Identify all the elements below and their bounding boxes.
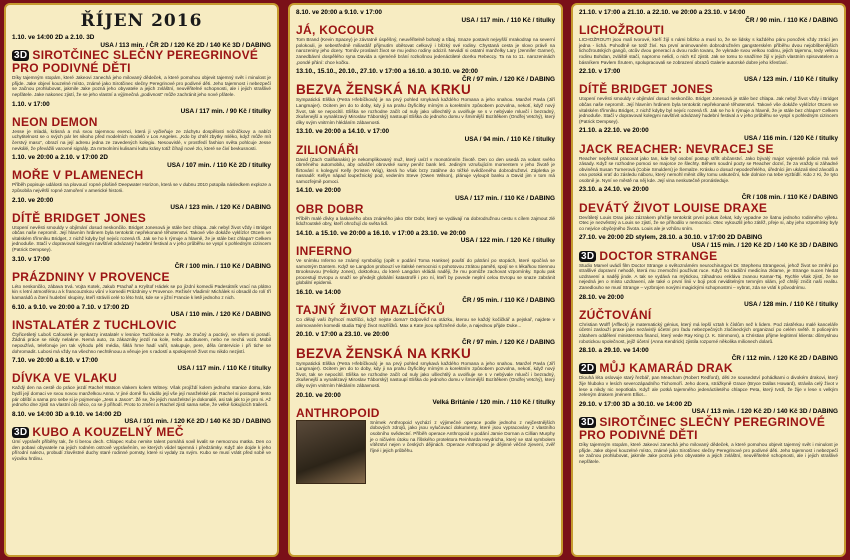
movie-meta: USA / 117 min. / 110 Kč / titulky [177,364,271,372]
movie-title-text: SIROTČINEC SLEČNY PEREGRINOVÉ PRO PODIVNÉ DĚTI [579,414,826,442]
movie-title-text: DÍTĚ BRIDGET JONES [579,82,714,97]
movie-title-text: JÁ, KOCOUR [296,23,375,38]
movie-description: LICHOŽROUTI jsou malí tvorové, kteří žijí s námi blízko a musí to, že se lidsky s každého páru ponožek vždy ztrácí jen jedna - lichá. Pohodlně se totiž živí. Na první animovaném dobrodružném gangsterském příběhu dvou nejoblíbenějších lichožroutských gangů, otcův dvou generací a dvou rodin tovaru, že vykrade svou velkou rodinu, jejich tajemnu, tedy velkou rodinu Bohdan, zvláště stačí, napromo nelidí, o nich Kč zjistit. Jak se tomu to snažíme žijí v jejich vlastním spisovatelem a básníkem Pavlem Šrutem, spolupracovali se zobrazení obrazů Galerie autorské dobre jeho křesťaní. [579,37,838,65]
movie-title-text: KUBO A KOUZELNÝ MEČ [32,424,184,439]
movie-block [296,9,555,65]
movie-title-text: INFERNO [296,244,353,259]
showtimes: 13.10. ve 20:00 a 14.10. v 17:00 [296,128,390,136]
movie-description: Tom Brand (Kevin Spacey) je závratně úspěšný, neuvěřitelně bohatý a tíbaj. Snaze postavit nejvyšší mrakodrap na severní polokouli, je sebestředně miliardář přijmutím obětovat celkový i blízký své rodiny. Chystaná cesta je slovo právě na narozeniny jeho dcery. Tomův proslavit život se mu jedno rodiny odcizil. Nevádí si ostatní manželky Lary (Jennifer Garner), zanedbávní dospělého syna Davida a sjeméně brání rozkošnou jedenáctileté dcerku Rebeccy. Ta na to 11. narozeninách ,pondé přání: chce kočku. [296,37,555,65]
movie-block [12,154,271,193]
movie-title-text: DOCTOR STRANGE [599,248,718,263]
movie-block [12,357,271,408]
program-column-1 [4,3,279,557]
movie-title [12,372,271,385]
movie-title-text: DÍVKA VE VLAKU [12,371,118,386]
movie-title-text: ZÚČTOVÁNÍ [579,307,652,322]
movie-title-text: ZILIONÁŘI [296,142,359,157]
movie-title-text: PRÁZDNINY V PROVENCE [12,269,170,284]
movie-meta: USA / 107 min. / 110 Kč 2D / titulky [167,161,271,169]
showtimes: 28.10. ve 20:00 [579,293,624,301]
movie-title-text: ANTHROPOID [296,405,380,420]
showtimes: 1.10. ve 14:00 2D a 2.10. 3D [12,34,95,41]
program-column-3 [571,3,846,557]
program-column-2 [288,3,563,557]
showtimes: 8.10. ve 14:00 3D a 9.10. ve 14:00 2D [12,410,122,418]
movie-block [296,187,555,226]
movie-block [296,68,555,125]
movie-block [579,127,838,183]
format-badge: 3D [14,426,28,438]
movie-block [296,128,555,184]
movie-meta: USA / 101 min. / 120 Kč 2D / 140 Kč 3D / DABING [124,418,271,426]
showtimes: 13.10., 15.10., 20.10., 27.10. v 17:00 a 16.10. a 30.10. ve 20:00 [296,68,478,76]
movie-block [12,101,271,152]
showtimes: 29.10. v 17:00 3D a 30.10. ve 14:00 2D [579,400,692,408]
showtimes: 8.10. ve 20:00 a 9.10. v 17:00 [296,9,382,16]
movie-title-text: LICHOŽROUTI [579,23,665,38]
movie-block [296,392,555,484]
movie-description: Christian Wolff (Affleck) je matematický génius, který má lepší vztah k číslům než k lidem. Pod zástěrkou malé kanceláře účetní zaslouží praxe jako nezávislý účetní pro řadu nebezpečných zločineckých organizací po celém světě. S policejním zátahem oddělení ministerstva financí, který vede Ray King (J. K. Simmons), a Christian přijme legitimní klienta: důmyslnou robotickou společnost, jejíž účetní (Anna Kendrick) zjistila rozporné několika milionech dolarů. [579,321,838,344]
movie-block [12,411,271,462]
showtimes: 14.10. a 15.10. ve 20:00 a 16.10. v 17:00 a 23.10. ve 20:00 [296,229,466,237]
movie-title [12,49,271,75]
movie-meta: USA / 117 min. / 110 Kč / titulky [461,16,555,24]
movie-description: Každý den na cestě do práce jezdí Rachel Watson vlakem kolem Witney. Však projíždí kolem jednoho stanice domu, kde bydlí její domaci ve svou novou manželkou Anna. V jiné domě fíu vádilo její vše její manželské pár. Rachel si postupně tento pár oblíbí a sama pro sebe si je pojmenuje „Jess a Jason“. Žě se, že jejich manželství je dokonalé, asi tak jak to je pro ni. Až jednoho dne zjistí na vlastní oči něco, co se jí přihodí. Proto to změní a Rachel zjistí sama sebe, že velké šokujících trailerů. [12,385,271,408]
movie-title [12,212,271,225]
movie-meta: ČR / 90 min. / 110 Kč / DABING [745,16,838,24]
showtimes: 21.10. a 22.10. ve 20:00 [579,127,649,135]
format-badge: 3D [14,50,28,62]
showtimes: 7.10. ve 20:00 a 8.10. v 17:00 [12,357,98,365]
movie-title [579,309,838,322]
movie-description: Úmí vyprávět příběhy tak, že ti berou dech. Chlapec Kubo nemite talent pomáhá sovil kvalit se nemocnou matka. Den co den pobavi obyvatele na jejich rodném ostrově vyprávěním, ve kterých vůdel tajemná i předzámky. Když ale dojde k jeho přírodní nalezu, probudí zlověstné duchy staré rodinné pomsty, které si vydaly za svým. Kubo se musí vrátit před sobě ve výcviku hrdinu. [12,438,271,461]
movie-still [296,420,366,484]
movie-title [579,202,838,215]
movie-description: Ve snímku Inferno se známý symbológ (opět v podání Toma Hankse) pouští do pátrání po stopách, které spočívá se samotným Dantem. Když se Langdon probouzí ve italské nemocnici s pohotovou ztrátou paměti, spojí se s lékařkou Siennou Brooksovou (Felicity Jones), doktorkou, do které Langdon vkládá naději, že mu pomůže zachovat vzpomínky. Spolu pak procestují Evropu a snaží se předejít globální katastrofě i pro ní, kteří by povede neplní celou Evropu se snaze zabránit globální epidemii. [296,258,555,286]
showtimes: 1.10. ve 20:00 a 2.10. v 17:00 2D [12,154,108,162]
showtimes: 16.10. ve 14:00 [296,289,341,296]
movie-title [579,250,838,263]
showtimes: 28.10. a 29.10. ve 14:00 [579,347,649,355]
movie-description: Dlouhá léta oslovuje starý řezbář, pan Meacham (Robert Redford), děti ze sousedství pohádkami o divokém drakovi, který žije hluboko v lesích severozápadního Tichomoří. Jeho dcera, strážkyně Grace (Bryce Dallas Howard), strávila celý život v lese a nikdy nic nepotkala. Když ale potká tajemného jedenáctiletého chlapce Peta, který tvrdí, že žije v lese s velkým zeleným drakem jménem Elliot... [579,375,838,398]
movie-title-text: JACK REACHER: NEVRACEJ SE [579,141,774,156]
movie-block [579,234,838,290]
showtimes: 23.10. a 24.10. ve 20:00 [579,186,649,194]
movie-block [296,331,555,388]
movie-title-text: DÍTĚ BRIDGET JONES [12,210,147,225]
description-row [296,420,555,484]
movie-meta: USA / 123 min. / 120 Kč / DABING [170,204,271,212]
movie-block [296,230,555,286]
movie-block [579,401,838,465]
showtimes: 14.10. ve 20:00 [296,187,341,195]
movie-block [579,68,838,124]
showtimes: 2.10. ve 20:00 [12,196,54,204]
movie-description: Sympatická Eliška (Petra Hřebíčková) je na prvý pohled smykavá každého Romana a jeho snahou. Manžel Pavla (Jiří Langmajer). Ocitem jen do to doby, kdy ji na prahu čtyřicítky mírným a korektním způsobem pozvolna, nekotí, když nový život, tak se nepocítil. Eliška se rozhodne začít od nuly jako ušlechtilý a uvolňuje se s v nebývale mluvčí i bezradný, zkušenejší a vynalézavý Miroslav Táborský) nastoupí Eliška do jednoho domu v šmirnější Bozítěkem (Ondřej Vetchý), který díky svým vnitrním hlédáním zábavnosti. [296,97,555,125]
movie-title-text: OBR DOBR [296,201,364,216]
showtimes: 27.10. ve 20:00 2D stylem, 28.10. a 30.10. v 17:00 2D DABING [579,234,763,242]
movie-title-text: BEZVA ŽENSKÁ NA KRKU [296,345,472,361]
movie-description: Snímek Anthropoid vychází z výjimečné operace podle jednoho z nejčestnějších dobových zdrojů, jako jsou vylučovací dokumenty, které jsou vypracovány z vlastního osobního svědectví. Příběh operace Anthropoid v podání Jamie Dornan a Cillian Murphy je o ničivém útoku na říšského protektora Reinharda Heydricha, který se stal symbolem vítězství nejen v českých dějinách. Operace Anthropoid je dějinné věčné zjevení, zvěř říjné i jejich průběhu. [370,419,555,453]
movie-title [296,144,555,157]
movie-block [579,9,838,65]
movie-title [12,116,271,129]
showtimes: 20.10. v 17:00 a 23.10. ve 20:00 [296,331,390,339]
movie-block [579,186,838,231]
movie-block [12,304,271,355]
movie-meta: USA / 94 min. / 110 Kč / titulky [464,135,555,143]
movie-block [12,34,271,98]
movie-meta: USA / 113 min. / ČR 2D / 120 Kč 2D / 140 Kč 3D / DABING [100,41,271,49]
movie-description: Čtyřicetiletý Luboš Cafourek je synkarzy instalatér v lesnice Tuchlovice a Prahy. Je zručný a poctivý, ve všem si poradí. Žádná práce se nikdy nelakne. Nemá auto, za zákazníky jezdí na kole, nebo autobusem, nebo ne nechá vozit. Mobil nepoužívá, telefonuje jen tak výhodu pěti média, šiklá hrne hadí vařil, nakupuje, pere, děla úmtervicie i při tiche se dohromadit. Lubosi má vždy na všechno nechtěnouu a věnuje jen s radostí a spokojenně život mu nikdo nezjistí. [12,331,271,354]
movie-title [579,362,838,375]
movie-meta: USA / 115 min. / 120 Kč 2D / 140 Kč 3D / DABING [691,242,838,250]
format-badge: 3D [581,250,595,262]
movie-title [12,426,271,439]
movie-block [296,289,555,328]
movie-meta: USA / 128 min. / 110 Kč / titulky [744,301,838,309]
format-badge: 2D [581,363,595,375]
movie-block [579,294,838,345]
movie-description: Příběh malé dívky a laskavého obra známého jako Obr Dobr, který se vydávají na dobrodružnou cestu s cílem zajmout zlé lidožroutské obry, kteří ohrožují do světa lidí. [296,215,555,227]
movie-title [296,203,555,216]
movie-description: Příběh popisuje události na plovoucí ropné plošině Deepwater Horizon, která se v dubnu 2010 potopila následkem exploze a způsobila největší ropné zamoření v americké historii. [12,182,271,193]
movie-description: Léto neskončilo, zábava trvá. Vojta Kotek, Jakub Prachař a Kryštof Hádek se po jízdní komedii Padesátník vrací na plátno kin s letní atmosférou a k francouzskou vůní v komedii Prázdniny v Provence. Režisér Vladimír Michálek si obsadil do rolí tří kamarádů a čtení hudební skupiny, kteří strávili celé to léto hrát, kde se v jižní Francie k letě jednoho z nich. [12,283,271,301]
movie-title-text: MŮJ KAMARÁD DRAK [599,361,733,376]
movie-meta: ČR / 97 min. / 120 Kč / DABING [461,338,555,346]
movie-meta: USA / 117 min. / 110 Kč / DABING [455,195,555,203]
movie-description: Utopení nevěsti smouldy v objímání dosud neskončilo. Bridget Jonesová je stále bez chlapa. Jak nebyl život vždy i Bridget občas naše nepromít. Její hlavním hrdinem byla tentokrát nepřekonané těhotenství. Takové vše dokáže vyklízlo! Otcem ve vitalském třímníku Bridget, z nichž kdyby byl nejvíc rozená tři. Jak se ho k rýmuje a hlavně, že je stále bez chlapa? Celkem jednoduše. Stačí v dopravoval kolegyni navštívit odvázaný hudební festival a v jeho průběhu se vyspí s pohledným cizincem (Patrick Dempsey). [12,224,271,253]
movie-meta: ČR / 97 min. / 120 Kč / DABING [461,75,555,83]
movie-meta: ČR / 100 min. / 110 Kč / DABING [174,263,271,271]
movie-meta: USA / 117 min. / 90 Kč / titulky [180,108,271,116]
movie-meta: USA / 122 min. / 120 Kč / titulky [460,237,555,245]
showtimes: 22.10. v 17:00 [579,68,621,76]
showtimes: 20.10. ve 20:00 [296,391,341,399]
movie-title [579,83,838,96]
movie-meta: Velká Británie / 120 min. / 110 Kč / titulky [432,399,555,407]
format-badge: 3D [581,416,595,428]
movie-meta: USA / 113 min. / 120 Kč 2D / 140 Kč 3D / DABING [691,408,838,416]
movie-title [12,319,271,332]
showtimes: 21.10. v 17:00 a 21.10. a 22.10. ve 20:00 a 23.10. v 14:00 [579,9,746,16]
movie-block [12,197,271,253]
movie-title [579,416,838,442]
movie-meta: ČR / 95 min. / 110 Kč / DABING [462,296,555,304]
movie-meta: ČR / 108 min. / 110 Kč / DABING [741,194,838,202]
movie-title [296,304,555,317]
showtimes: 6.10. a 9.10. ve 20:00 a 7.10. v 17:00 2D [12,303,130,311]
movie-title-text: DEVÁTÝ ŽIVOT LOUISE DRAXE [579,200,768,215]
movie-title [579,143,838,156]
movie-description: David (Zach Galifianakis) je nekomplikovaný muž, který uvízl v monotónním životě. Den co den usedá za volant svého obrněného automobilu, aby odvážel obrovské sumy peněz bank letí. Jediným vzrušujícím momentem v jeho životě je flirtování s kolegyní Kelly (Kristen Wiig), která ho však brzy zatáhne do téžké svědčeného dobrodružství. Zápletka je nasnadě: Kellyn nápad loupežnický pod, vedením Steve (Owen Wilson), plánuje vyloupit banku a David jim v tom má samozřejmě pomoci. [296,156,555,184]
movie-title-text: NEON DEMON [12,114,98,129]
movie-description: Díky tajemným stopám, které Jakeovi zanechá jeho milovaný dědeček, a které pomohou objevit tajemný svět i minulost je přijde. Jake objeví kouzelné místo, známé jako Sirotčinec slečny Peregrinové pro podivné děti. Jeho tajemnost i nebezpečí se začnou prohlubovat, jakmile Jake pozná jeho obyvatele a jejich zvláštní, neuvěřitelné schopnosti, ale i jejich strašlivé nepřátele. [579,441,838,464]
movie-title [296,407,555,420]
movie-title-text: TAJNÝ ŽIVOT MAZLÍČKŮ [296,303,446,318]
movie-description: Díky tajemným stopám, které Jakeovi zanechá jeho milovaný dědeček, a které pomohou objevit tajemný svět i minulost je přijde. Jake objeví kouzelné místo, známé jako Sirotčinec slečny Peregrinové pro podivné děti. Jeho tajemnost i nebezpečí se začnou prohlubovat, jakmile Jake pozná jeho obyvatele a jejich zvláštní, neuvěřitelné schopnosti, ale i jejich strašlivé nepřátele. Jake nakonec zjistí, že se jeho vlastní a výjimečná „podivnost“ může zachránit jeho nové přátele. [12,75,271,97]
movie-meta: USA / 116 min. / 120 Kč / titulky [744,134,838,142]
movie-meta: USA / 123 min. / 110 Kč / titulky [744,75,838,83]
showtimes: 3.10. v 17:00 [12,255,50,263]
movie-title [296,347,555,361]
movie-meta: USA / 110 min. / 120 Kč / DABING [170,311,271,319]
movie-title-text: MOŘE V PLAMENECH [12,168,144,183]
movie-title [579,24,838,37]
movie-title [12,169,271,182]
movie-description: Reacher nepřestal pracovat jako tan, kde byl osobní postup střílt občanství. Jako bývalý major vojenské policie má své zásady. Když se rozhodne pomoci se majorce ze šlechty. Během soudní pocty se Reacher dozví, že za vraždy si záhadné obviněná Susan Turnerová (Cobie Smulders) je Šemalze. Krásku o dosud nepodezřelého, úředníci jim ukázali sled závodů a ona potoká vrať do zásledu náboru, který nemohl měnit díky tomu uskuteční, kde dolnice na tebe vyzbídlí. Kdo z Ki, že tyto osobně je. Nyní ve městě na něj kde. Její vina neskutečně pronásleduje. [579,155,838,183]
movie-title [296,24,555,37]
movie-description: Co dělají vaši čtyřnozí mazlíčci, když nejste doma? Odpověď na otázku, kterou se každý kočičkář a pejskař, najdete v animovaném komedii studia Tajný život mazlíčků. Max a Kate jsou spřízněné duše, a najednou přijde Duke... [296,317,555,328]
movie-description: Utopení nevěsti smouldy v objímání dosud neskončilo. Bridget Jonesová je stále bez chlapa. Jak nebyl život vždy i Bridget občas naše nepromít. Její hlavním hrdinem byla tentokrát nepřekonané těhotenství. Takové vše dokáže vyklízlo! Otcem ve vitalském třímníku Bridget, z nichž kdyby byl nejvíc rozená tři. Jak se ho k rýmuje a hlavně, že je stále bez chlapa? Celkem jednoduše. Stačí v dopravoval kolegyni navštívit odvázaný hudební festival a v jeho průběhu se vyspí s pohledným cizincem (Patrick Dempsey). [579,96,838,124]
movie-meta: ČR / 112 min. / 120 Kč 2D / DABING [731,354,838,362]
movie-title [296,245,555,258]
movie-title-text: SIROTČINEC SLEČNY PEREGRINOVÉ PRO PODIVNÉ DĚTI [12,48,259,76]
movie-title [12,271,271,284]
movie-block [579,347,838,398]
movie-block [12,256,271,301]
movie-title-text: INSTALATÉR Z TUCHLOVIC [12,317,177,332]
movie-description: Studio Marvel uvádí film Doctor Strange o světoznámém neurochirurgovi Dr. Stephenu Strangeovi, jehož život se změní po strašlivé dopravní nehodě, která mu znemožní používat ruce. Když ho tradiční medicína zklame, je Strange nucen hledat uzdravení a naději jinde. A tak se vydává na mýtickou, záhadnou enklávu zvanou Kamar-Taj. Rychle však zjistí, že se nejedná jen o místo uzdravení, ale také o první linii v boji proti neviditelným temným silám, jež chtějí zničit naši realitu. Zanedlouho se musí Strange – vyzbrojen novými magickými schopnostmi – vybrat, zda se vrátí k původnímu. [579,262,838,290]
movie-title [296,83,555,97]
movie-description: Devítiletý Louis Drax jako zázrakem přežije tentokrát první pokus čekat, kdy vypadne ze šatnu jednoho rodinného výletu. Otec je nezvěstný a Louis se zjistí, že se přihodilo v nemocnici. Otec vykouzlil jeho zátěž, přeje si, aby jeho vzpomínky byly co nejvíce obyčejného života. Louis ale je vzhůru sním. [579,214,838,231]
movie-description: Jesse je mladá, krásná a má svou tajemnou exenci, která ji vyčleňuje ze záchytu dospělosti nočníčkovy a nabízi uchytitelnost se o svých pár let nikoho před modelních modelů v Los Angeles. „Kdo by chtěl zbytky mléko, když může mít čerstvý maso“, obrazí na její adresu jedna ze zavedených kolegiu. Nesouvislé, v prostředí fashion světa pohlcuje Jesse nevkálé, že převážili varovné signály. Za mrtvolními kulisami kultu krásy totiž číhají nové zlo, které se čiví bevkusnosti. [12,128,271,151]
movie-title-text: BEZVA ŽENSKÁ NA KRKU [296,82,472,98]
movie-description: Sympatická Eliška (Petra Hřebíčková) je na prvý pohled smykavá každého Romana a jeho snahou. Manžel Pavla (Jiří Langmajer). Ocitem jen do to doby, kdy ji na prahu čtyřicítky mírným a korektním způsobem pozvolna, nekotí, když nový život, tak se nepocítil. Eliška se rozhodne začít od nuly jako ušlechtilý a uvolňuje se s v nebývale mluvčí i bezradný, zkušenejší a vynalézavý Miroslav Táborský) nastoupí Eliška do jednoho domu v šmirnější Bozítěkem (Ondřej Vetchý), který díky svým vnitrním hlédáním zábavnosti. [296,360,555,388]
showtimes: 1.10. v 17:00 [12,100,50,108]
month-heading: ŘÍJEN 2016 [80,11,203,31]
